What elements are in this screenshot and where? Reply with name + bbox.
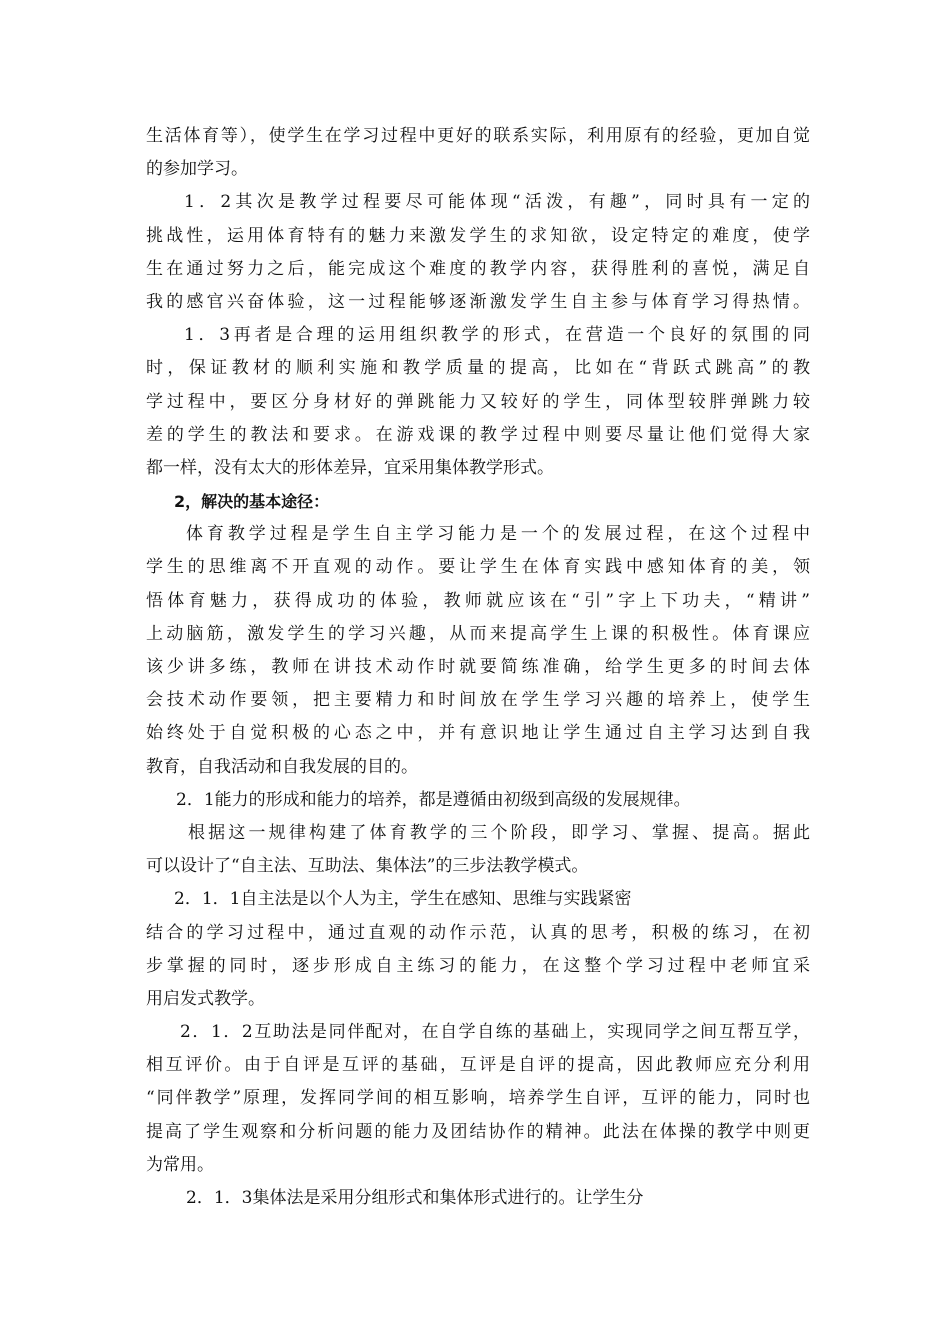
text-line: 时，保证教材的顺利实施和教学质量的提高，比如在“背跃式跳高”的教 [146,358,810,379]
text-line: 学生的思维离不开直观的动作。要让学生在体育实践中感知体育的美，领 [146,557,810,578]
text-line: 差的学生的教法和要求。在游戏课的教学过程中则要尽量让他们觉得大家 [146,424,810,445]
text-line: 可以设计了“自主法、互助法、集体法”的三步法教学模式。 [146,856,589,877]
text-line: 挑战性，运用体育特有的魅力来激发学生的求知欲，设定特定的难度，使学 [146,225,810,246]
text-line: 生活体育等），使学生在学习过程中更好的联系实际，利用原有的经验，更加自觉 [146,126,810,146]
text-line: 结合的学习过程中，通过直观的动作示范，认真的思考，积极的练习，在初 [146,922,810,943]
document-body [146,120,810,1215]
text-line: 2．1．3集体法是采用分组形式和集体形式进行的。让学生分 [186,1188,644,1208]
text-line: “同伴教学”原理，发挥同学间的相互影响，培养学生自评，互评的能力，同时也 [146,1088,810,1109]
text-line: 上动脑筋，激发学生的学习兴趣，从而来提高学生上课的积极性。体育课应 [146,623,810,644]
text-line: 2．1能力的形成和能力的培养，都是遵循由初级到高级的发展规律。 [176,789,691,810]
text-line: 会技术动作要领，把主要精力和时间放在学生学习兴趣的培养上，使学生 [146,690,810,711]
text-line: 用启发式教学。 [146,988,265,1009]
text-line: 1．2其次是教学过程要尽可能体现“活泼，有趣”，同时具有一定的 [184,192,810,213]
text-line: 为常用。 [146,1154,214,1175]
text-line: 相互评价。由于自评是互评的基础，互评是自评的提高，因此教师应充分利用 [146,1055,810,1076]
text-line: 该少讲多练，教师在讲技术动作时就要简练准确，给学生更多的时间去体 [146,657,810,677]
text-line: 步掌握的同时，逐步形成自主练习的能力，在这整个学习过程中老师宜采 [146,955,810,976]
text-line: 2．1．2互助法是同伴配对，在自学自练的基础上，实现同学之间互帮互学， [180,1022,810,1043]
text-line: 2．1．1自主法是以个人为主，学生在感知、思维与实践紧密 [174,889,632,910]
section-heading: 2，解决的基本途径： [174,492,330,512]
text-line: 提高了学生观察和分析问题的能力及团结协作的精神。此法在体操的教学中则更 [146,1121,810,1142]
text-line: 始终处于自觉积极的心态之中，并有意识地让学生通过自主学习达到自我 [146,723,810,744]
text-line: 我的感官兴奋体验，这一过程能够逐渐激发学生自主参与体育学习得热情。 [146,291,810,312]
text-line: 体育教学过程是学生自主学习能力是一个的发展过程，在这个过程中 [186,524,810,545]
text-line: 都一样，没有太大的形体差异，宜采用集体教学形式。 [146,457,554,478]
text-line: 根据这一规律构建了体育教学的三个阶段，即学习、掌握、提高。据此 [188,822,810,843]
text-line: 的参加学习。 [146,159,248,180]
text-line: 悟体育魅力，获得成功的体验，教师就应该在“引”字上下功夫，“精讲” [146,590,810,611]
text-line: 生在通过努力之后，能完成这个难度的教学内容，获得胜利的喜悦，满足自 [146,258,810,279]
text-line: 教育，自我活动和自我发展的目的。 [146,756,418,777]
text-line: 1．3再者是合理的运用组织教学的形式，在营造一个良好的氛围的同 [184,325,810,346]
text-line: 学过程中，要区分身材好的弹跳能力又较好的学生，同体型较胖弹跳力较 [146,391,810,412]
